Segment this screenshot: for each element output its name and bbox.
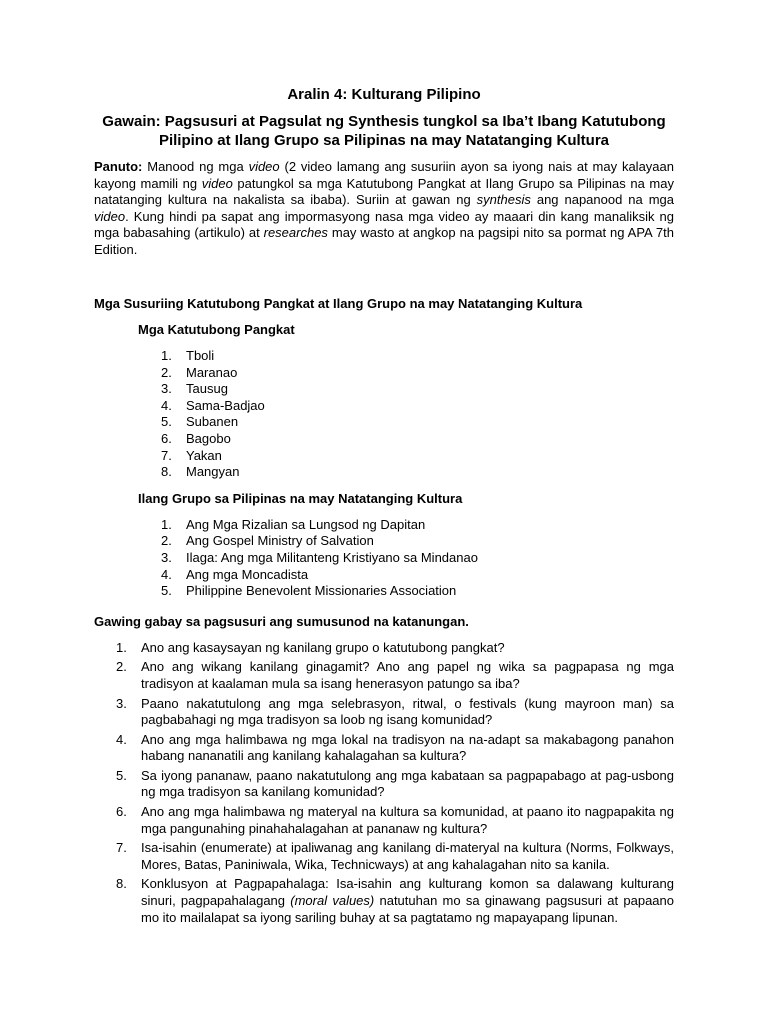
question-item: 6. Ano ang mga halimbawa ng materyal na kultura sa komunidad, at paano ito nagpapakita ng mga pangunahing pinahahalagahan at pananaw ng kultura?	[116, 804, 674, 836]
grupo-heading: Ilang Grupo sa Pilipinas na may Natatanging Kultura	[138, 490, 463, 506]
list-item: 6. Bagobo	[161, 430, 231, 446]
question-item: 3. Paano nakatutulong ang mga selebrasyon, ritwal, o festivals (kung mayroon man) sa pagbabahagi ng mga tradisyon sa loob ng isang komunidad?	[116, 695, 674, 728]
instructions-text: (2 video lamang ang susuriin ayon sa iyong nais at may kalayaan kayong mamili ng	[94, 159, 674, 191]
instructions-text: patungkol sa mga Katutubong Pangkat at Ilang Grupo sa Pilipinas na may natatanging kultura na nakalista sa ibaba). Suriin at gawan ng	[94, 175, 674, 207]
instructions-italic: video	[248, 159, 280, 174]
instructions-text: Manood ng mga	[142, 159, 249, 174]
question-item: 2. Ano ang wikang kanilang ginagamit? Ano ang papel ng wika sa pagpapasa ng mga tradisyon at kaalaman mula sa isang henerasyon patungo sa iba?	[116, 659, 674, 691]
activity-title: Gawain: Pagsusuri at Pagsulat ng Synthesis tungkol sa Iba’t Ibang Katutubong Pilipino at Ilang Grupo sa Pilipinas na may Natatanging Kultura	[102, 113, 666, 149]
instructions-text: ang napanood na mga	[530, 192, 674, 207]
list-item: 3. Ilaga: Ang mga Militanteng Kristiyano sa Mindanao	[161, 549, 478, 565]
lesson-title: Aralin 4: Kulturang Pilipino	[287, 86, 481, 103]
grupo-list	[161, 517, 674, 600]
list-item: 4. Sama-Badjao	[161, 397, 265, 413]
instructions-paragraph	[94, 159, 674, 258]
list-item: 1. Tboli	[161, 348, 215, 363]
instructions-label: Panuto:	[94, 159, 143, 174]
instructions-italic: synthesis	[476, 192, 531, 207]
section-heading: Mga Susuriing Katutubong Pangkat at Ilang Grupo na may Natatanging Kultura	[94, 296, 583, 311]
instructions-italic: researches	[263, 225, 328, 240]
katutubo-heading: Mga Katutubong Pangkat	[138, 322, 295, 337]
instructions-italic: video	[94, 208, 126, 224]
list-item: 3. Tausug	[161, 381, 228, 397]
instructions-text: . Kung hindi pa sapat ang impormasyong nasa mga video ay maaari din kang manaliksik ng mga babasahing (artikulo) at	[94, 208, 674, 240]
list-item: 1. Ang Mga Rizalian sa Lungsod ng Dapitan	[161, 516, 426, 532]
guide-questions-list	[116, 640, 674, 927]
list-item: 5. Subanen	[161, 414, 239, 430]
question-item: 1. Ano ang kasaysayan ng kanilang grupo o katutubong pangkat?	[116, 639, 505, 655]
list-item: 4. Ang mga Moncadista	[161, 566, 309, 582]
list-item: 7. Yakan	[161, 447, 222, 463]
instructions-italic: video	[201, 175, 233, 191]
question-item: 8. Konklusyon at Pagpapahalaga: Isa-isahin ang kulturang komon sa dalawang kulturang sinuri, pagpapahalagang (moral values) natutuhan mo sa ginawang pagsusuri at papaano mo ito mailalapat sa iyong sariling buhay at sa pagtatamo ng mapayapang lipunan.	[116, 876, 674, 925]
question-item: 7. Isa-isahin (enumerate) at ipaliwanag ang kanilang di-materyal na kultura (Norms, Folkways, Mores, Batas, Paniniwala, Wika, Technicways) at ang kahalagahan nito sa kanila.	[116, 840, 674, 872]
katutubo-list	[161, 348, 674, 481]
question-item: 4. Ano ang mga halimbawa ng mga lokal na tradisyon na na-adapt sa makabagong panahon habang nananatili ang kanilang kahalagahan sa kultura?	[116, 731, 674, 764]
guide-heading: Gawing gabay sa pagsusuri ang sumusunod na katanungan.	[94, 613, 469, 629]
list-item: 2. Maranao	[161, 364, 238, 380]
list-item: 8. Mangyan	[161, 464, 240, 480]
question-item: 5. Sa iyong pananaw, paano nakatutulong ang mga kabataan sa pagpapabago at pag-usbong ng mga tradisyon sa kanilang komunidad?	[116, 767, 674, 800]
list-item: 5. Philippine Benevolent Missionaries Association	[161, 583, 457, 599]
list-item: 2. Ang Gospel Ministry of Salvation	[161, 533, 374, 549]
instructions-text: may wasto at angkop na pagsipi nito sa pormat ng APA 7th Edition.	[94, 225, 674, 257]
